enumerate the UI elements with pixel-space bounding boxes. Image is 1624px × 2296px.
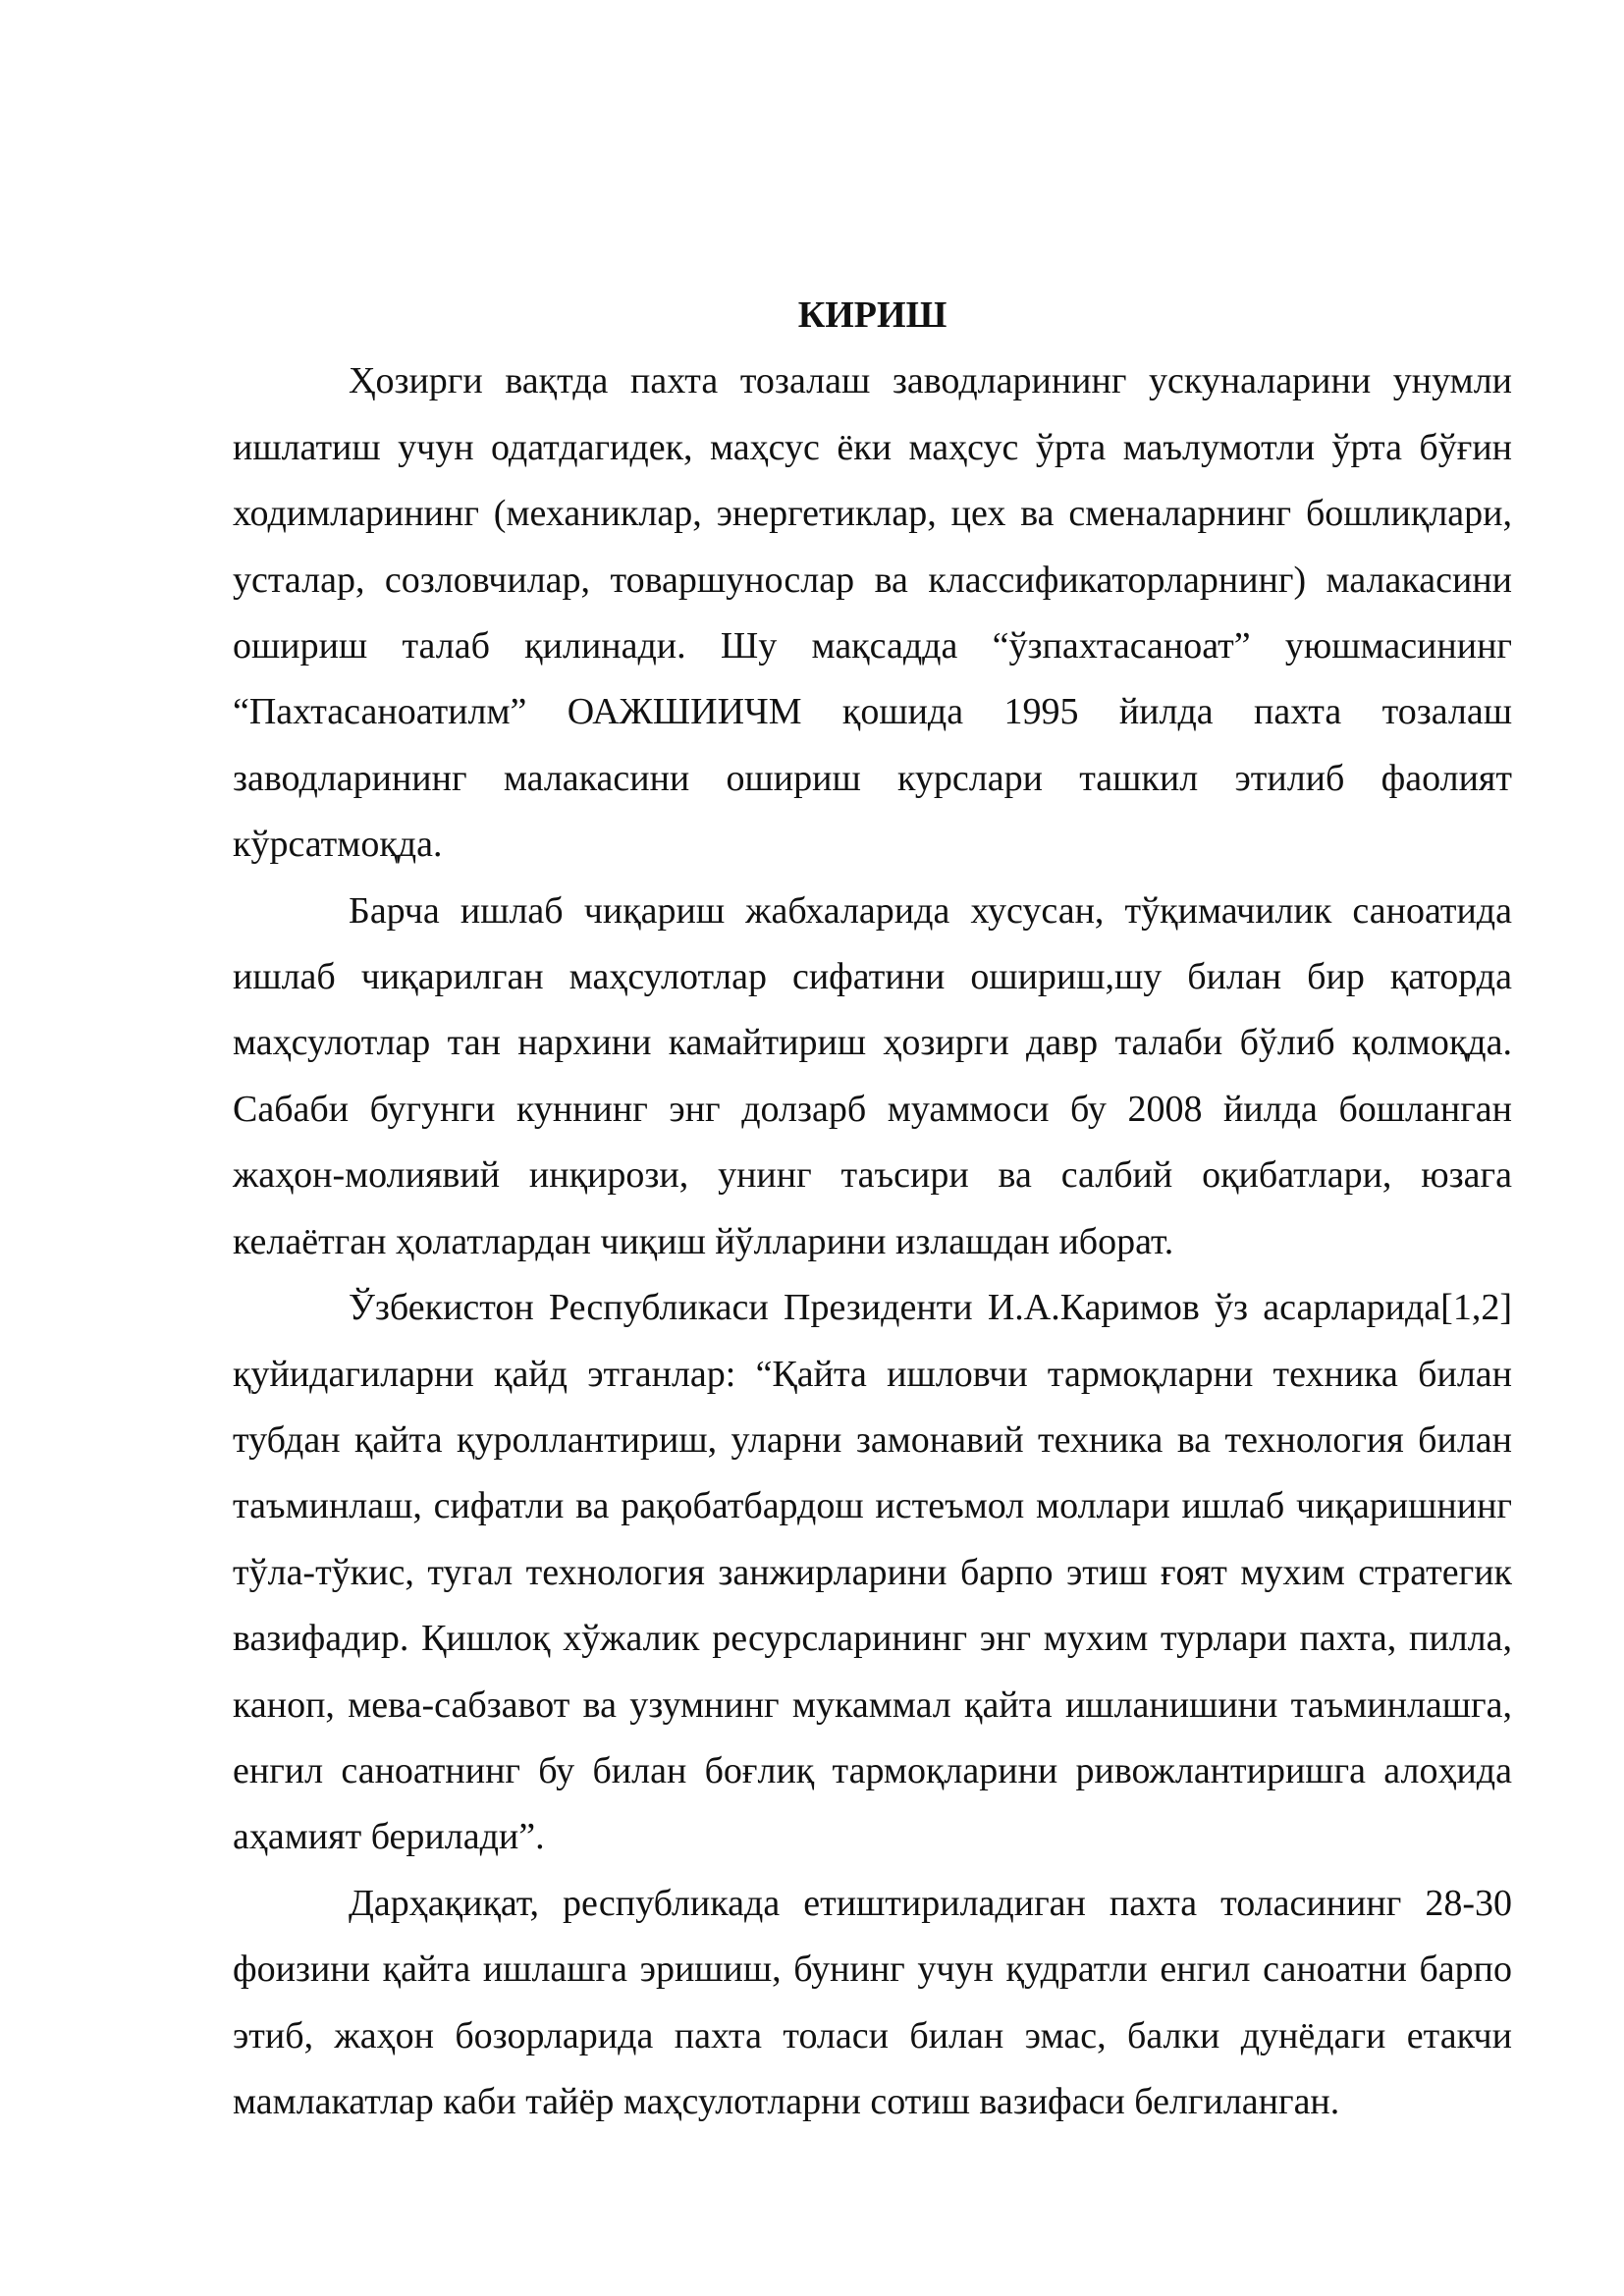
- paragraph-4: Дарҳақиқат, республикада етиштириладиган пахта толасининг 28-30 фоизини қайта ишлашга эришиш, бунинг учун қудратли енгил саноатни барпо этиб, жаҳон бозорларида пахта толаси билан эмас, балки дунёдаги етакчи мамлакатлар каби тайёр маҳсулотларни сотиш вазифаси белгиланган.: [233, 1882, 1512, 2122]
- paragraph-1: Ҳозирги вақтда пахта тозалаш заводларининг ускуналарини унумли ишлатиш учун одатдагидек, маҳсус ёки маҳсус ўрта маълумотли ўрта бўғин ходимларининг (механиклар, энергетиклар, цех ва сменаларнинг бошлиқлари, усталар, созловчилар, товаршунослар ва классификаторларнинг) малакасини ошириш талаб қилинади. Шу мақсадда “ўзпахтасаноат” уюшмасининг “Пахтасаноатилм” ОАЖШИИЧМ қошида 1995 йилда пахта тозалаш заводларининг малакасини ошириш курслари ташкил этилиб фаолият кўрсатмоқда.: [233, 360, 1512, 866]
- document-title: КИРИШ: [797, 294, 947, 336]
- paragraph-3: Ўзбекистон Республикаси Президенти И.А.Каримов ўз асарларида[1,2] қуйидагиларни қайд этганлар: “Қайта ишловчи тармоқларни техника билан тубдан қайта қуроллантириш, уларни замонавий техника ва технология билан таъминлаш, сифатли ва рақобатбардош истеъмол моллари ишлаб чиқаришнинг тўла-тўкис, тугал технология занжирларини барпо этиш ғоят мухим стратегик вазифадир. Қишлоқ хўжалик ресурсларининг энг мухим турлари пахта, пилла, каноп, мева-сабзавот ва узумнинг мукаммал қайта ишланишини таъминлашга, енгил саноатнинг бу билан боғлиқ тармоқларини ривожлантиришга алоҳида аҳамият берилади”.: [233, 1287, 1512, 1858]
- document-body: [233, 283, 1512, 2135]
- paragraph-2: Барча ишлаб чиқариш жабхаларида хусусан, тўқимачилик саноатида ишлаб чиқарилган маҳсулотлар сифатини ошириш,шу билан бир қаторда маҳсулотлар тан нархини камайтириш ҳозирги давр талаби бўлиб қолмоқда. Сабаби бугунги куннинг энг долзарб муаммоси бу 2008 йилда бошланган жаҳон-молиявий инқирози, унинг таъсири ва салбий оқибатлари, юзага келаётган ҳолатлардан чиқиш йўлларини излашдан иборат.: [233, 889, 1512, 1262]
